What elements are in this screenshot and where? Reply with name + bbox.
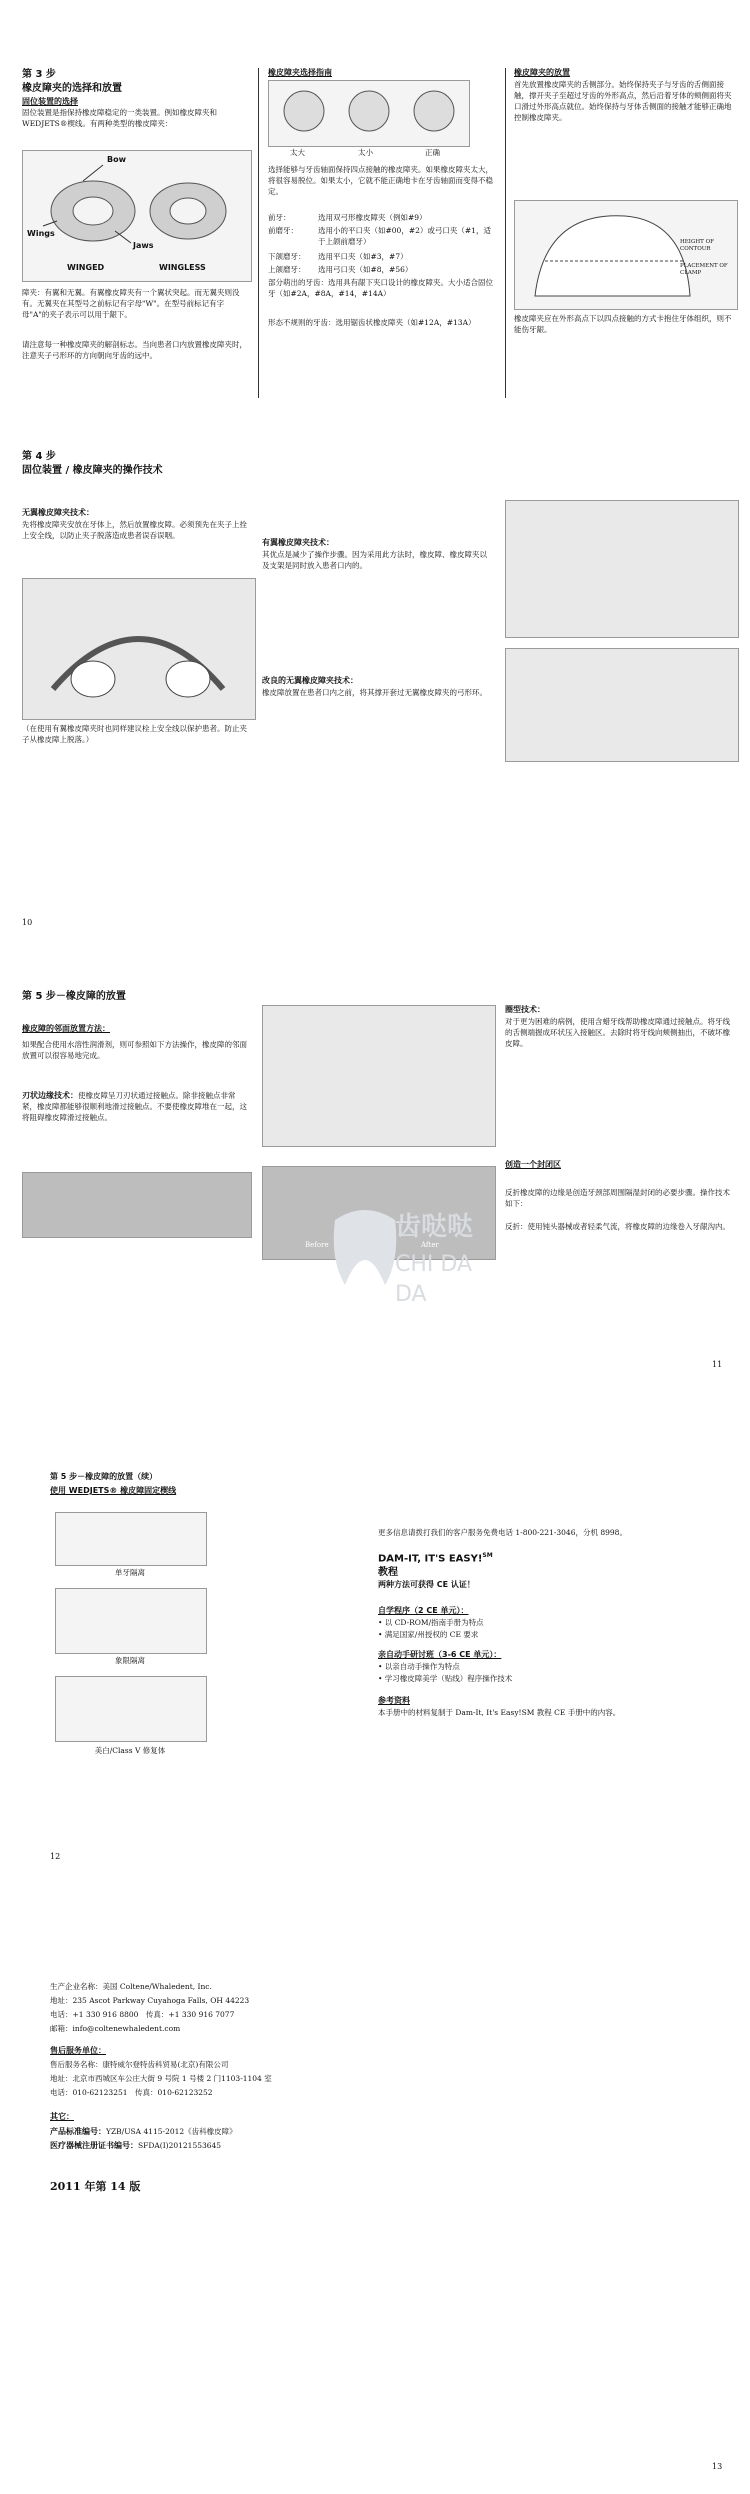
registration-label: 医疗器械注册证书编号： [50,2141,138,2150]
after-label: After [421,1241,439,1249]
step4-title: 固位装置 / 橡皮障夹的操作技术 [22,465,163,476]
guide-text: 选择能够与牙齿轴面保持四点接触的橡皮障夹。如果橡皮障夹太大，将很容易脱位。如果太小，它就不能正确地卡在牙齿轴面而变得不稳定。 [268,165,493,196]
column-divider [258,68,259,398]
step5b-title: 第 5 步－橡皮障的放置（续） [50,1472,158,1481]
placement-title: 橡皮障夹的放置 [514,68,570,77]
phone-value: +1 330 916 8800 传真：+1 330 916 7077 [72,2010,235,2019]
self-study-bullet-2: • 满足国家/州授权的 CE 要求 [378,1630,479,1639]
quadrant-figure [55,1588,207,1654]
column-divider-2 [505,68,506,398]
step3-heading: 第 3 步 [22,69,56,80]
registration-line [50,2140,221,2152]
floss-technique-text: 对于更为困难的病例，使用含蜡牙线帮助橡皮障通过接触点。将牙线的舌侧端握成环状压入接触区。去除时将牙线向颊侧抽出，不破坏橡皮障。 [505,1017,730,1048]
seal-title: 创造一个封闭区 [505,1160,561,1169]
manufacturer-name: 美国 Coltene/Whaledent, Inc. [102,1982,212,1991]
service-title: 售后服务单位： [50,2046,106,2055]
phone-label: 电话： [50,2010,73,2019]
guide-row-value-2: 选用小的平口夹（如#00，#2）或弓口夹（#1，适于上颌前磨牙） [318,226,491,246]
wingless-technique-text: 先将橡皮障夹安放在牙体上，然后放置橡皮障。必须预先在夹子上拴上安全线，以防止夹子脱落造成患者误吞误咽。 [22,520,247,540]
address-label: 地址： [50,1996,73,2005]
service-phone-label: 电话： [50,2088,73,2097]
service-phone-line [50,2088,213,2099]
wingless-label: WINGLESS [159,263,206,272]
course-title [378,1552,493,1565]
winged-label: WINGED [67,263,105,272]
floss-technique-title: 圈型技术： [505,1005,545,1014]
size-right-label: 正确 [425,148,440,157]
manufacturer-line [50,1982,212,1993]
height-of-contour-label: HEIGHT OF CONTOUR [680,239,714,253]
seal-text-b: 反折：使用钝头器械或者轻柔气流，将橡皮障的边缘卷入牙龈沟内。 [505,1222,730,1231]
service-address-line [50,2074,272,2085]
page-number-12: 12 [50,1852,61,1861]
course-title-sup: SM [482,1552,493,1559]
email-label: 邮箱： [50,2024,73,2033]
address-line [50,1996,249,2007]
reference-text: 本手册中的材料复制于 Dam-It, It's Easy!SM 教程 CE 手册中的内容。 [378,1708,621,1717]
course-title-text: DAM-IT, IT'S EASY! [378,1553,483,1565]
modified-technique-figure [505,648,739,762]
service-phone-value: 010-62123251 传真：010-62123252 [72,2088,213,2097]
seal-text-a: 反折橡皮障的边缘是创造牙颈部周围隔湿封闭的必要步骤。操作技术如下： [505,1188,730,1208]
clamp-drawing [23,151,251,281]
guide-row-value-3: 选用平口夹（如#3，#7） [318,252,408,261]
knife-edge-title: 刃状边缘技术： [22,1091,78,1100]
placement-figure [514,200,738,310]
service-address-label: 地址： [50,2074,73,2083]
email-value: info@coltenewhaledent.com [72,2024,181,2033]
jaws-label: Jaws [133,241,154,250]
page-number-10: 10 [22,918,33,927]
step3-text-a: 障夹：有翼和无翼。有翼橡皮障夹有一个翼状突起。而无翼夹则没有。无翼夹在其型号之前标记有字母"W"。在型号前标记有字母"A"的夹子表示可以用于龈下。 [22,288,240,319]
guide-row-5: 部分萌出的牙齿：选用具有龈下夹口设计的橡皮障夹。大小适合固位牙（如#2A，#8A，#14，#14A） [268,278,493,298]
knife-edge-body: 使橡皮障呈刀刃状通过接触点。除非接触点非常紧，橡皮障都能够很顺利地滑过接触点。不要使橡皮障堆在一起，这将阻碍橡皮障滑过接触点。 [22,1091,247,1122]
caption-single-tooth: 单牙隔离 [115,1568,145,1577]
phone-line [50,2010,234,2021]
caption-quadrant: 象限隔离 [115,1656,145,1665]
step3-intro: 固位装置是指保持橡皮障稳定的一类装置。例如橡皮障夹和WEDJETS®楔线。有两种类型的橡皮障夹： [22,108,217,128]
standard-label: 产品标准编号： [50,2127,106,2136]
watermark-cn: 齿哒哒 [395,1212,474,1242]
placement-text-a: 首先放置橡皮障夹的舌侧部分。始终保持夹子与牙齿的舌侧面接触，撑开夹子至超过牙齿的外形高点，然后沿着牙体的颊侧面将夹口滑过外形高点就位。始终保持与牙体舌侧面的接触才能够正确地控制橡皮障夹。 [514,80,732,122]
hands-on-bullet-1: • 以亲自动手操作为特点 [378,1662,460,1671]
watermark-tooth-icon [325,1200,405,1290]
knife-edge-text [22,1090,247,1124]
service-name-label: 售后服务名称： [50,2060,103,2069]
self-study-bullet-1: • 以 CD-ROM/指南手册为特点 [378,1618,484,1627]
guide-row-label-1: 前牙： [268,213,291,222]
step5-title: 第 5 步－橡皮障的放置 [22,991,126,1002]
rubber-dam-frame-drawing [23,579,255,719]
hands-on-bullet-2: • 学习橡皮障美学（贴线）程序操作技术 [378,1674,513,1683]
service-name-line [50,2060,228,2071]
hands-on-title: 亲自动手研讨班（3-6 CE 单元）： [378,1650,502,1659]
wings-label: Wings [27,229,55,238]
modified-technique-title: 改良的无翼橡皮障夹技术： [262,676,358,685]
modified-technique-text: 橡皮障放置在患者口内之前，将其撑开套过无翼橡皮障夹的弓形环。 [262,688,487,697]
manufacturer-label: 生产企业名称： [50,1982,103,1991]
septum-text: 如果配合使用水溶性润滑剂，则可参照如下方法操作，橡皮障的邻面放置可以很容易地完成。 [22,1040,247,1060]
clamp-size-drawing [269,81,469,146]
placement-of-clamp-label: PLACEMENT OF CLAMP [680,263,728,277]
guide-row-label-3: 下颌磨牙： [268,252,306,261]
registration-value: SFDA(I)20121553645 [138,2141,222,2150]
email-line [50,2024,180,2035]
watermark-en: CHI DA DA [395,1252,472,1307]
before-label: Before [305,1241,329,1249]
caption-class-v: 美白/Class V 修复体 [94,1746,166,1755]
clamp-size-figure [268,80,470,147]
guide-title: 橡皮障夹选择指南 [268,68,332,77]
address-value: 235 Ascot Parkway Cuyahoga Falls, OH 44223 [72,1996,250,2005]
winged-technique-figure [505,500,739,638]
service-address-value: 北京市西城区车公庄大街 9 号院 1 号楼 2 门1103-1104 室 [72,2074,272,2083]
watermark-logo [325,1200,505,1320]
edition-label: 2011 年第 14 版 [50,2180,141,2193]
guide-row-value-4: 选用弓口夹（如#8，#56） [318,265,413,274]
service-name-value: 康特威尔登特齿科贸易(北京)有限公司 [102,2060,229,2069]
placement-text-b: 橡皮障夹应在外形高点下以四点接触的方式卡抱住牙体组织，则不能伤牙龈。 [514,314,732,334]
winged-technique-text: 其优点是减少了操作步骤。因为采用此方法时，橡皮障、橡皮障夹以及支架是同时放入患者口内的。 [262,550,487,570]
self-study-title: 自学程序（2 CE 单元）： [378,1606,469,1615]
step3-text-b: 请注意每一种橡皮障夹的解剖标志。当向患者口内放置橡皮障夹时，注意夹子弓形环的方向朝向牙齿的远中。 [22,340,247,360]
step3-title: 橡皮障夹的选择和放置 [22,83,122,94]
class-v-figure [55,1676,207,1742]
wingless-technique-title: 无翼橡皮障夹技术： [22,508,94,517]
guide-row-label-2: 前磨牙： [268,226,298,235]
size-small-label: 太小 [358,148,373,157]
tooth-contour-drawing [515,201,737,309]
wingless-caption: （在使用有翼橡皮障夹时也同样建议栓上安全线以保护患者。防止夹子从橡皮障上脱落。） [22,724,247,744]
septum-figure [262,1005,496,1147]
standard-value: YZB/USA 4115-2012《齿科橡皮障》 [106,2127,237,2136]
guide-row-6: 形态不规则的牙齿：选用锯齿状橡皮障夹（如#12A，#13A） [268,318,476,327]
step4-heading: 第 4 步 [22,451,56,462]
clamp-types-figure [22,150,252,282]
guide-row-label-4: 上颌磨牙： [268,265,306,274]
step5b-subtitle: 使用 WEDJETS® 橡皮障固定楔线 [50,1486,177,1495]
course-sub: 教程 [378,1567,398,1578]
single-tooth-figure [55,1512,207,1566]
wingless-technique-figure [22,578,256,720]
course-sub2: 两种方法可获得 CE 认证！ [378,1580,475,1589]
other-title: 其它： [50,2112,74,2121]
guide-row-value-1: 选用双弓形橡皮障夹（例如#9） [318,213,427,222]
page-number-13: 13 [712,2462,723,2471]
reference-title: 参考资料 [378,1696,410,1705]
contact-line: 更多信息请拨打我们的客户服务免费电话 1-800-221-3046，分机 8998。 [378,1528,627,1537]
size-big-label: 太大 [290,148,305,157]
step3-subtitle: 固位装置的选择 [22,97,78,106]
standard-line [50,2126,237,2138]
knife-edge-figure [22,1172,252,1238]
winged-technique-title: 有翼橡皮障夹技术： [262,538,334,547]
septum-title: 橡皮障的邻面放置方法： [22,1024,110,1033]
page-number-11: 11 [712,1360,723,1369]
bow-label: Bow [107,155,126,164]
